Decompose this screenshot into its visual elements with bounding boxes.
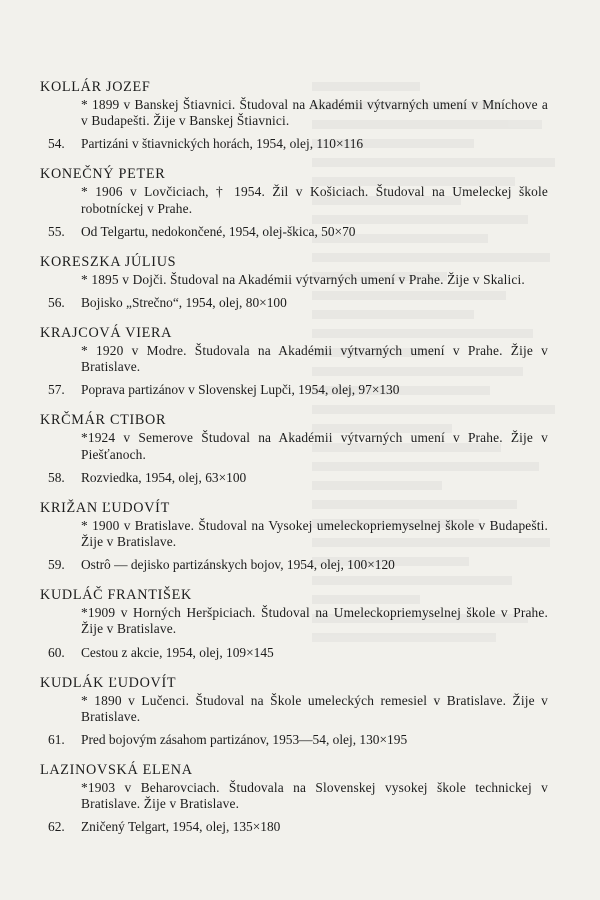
artist-entry [40,324,548,398]
artist-bio: * 1895 v Dojči. Študoval na Akadémii výtvarných umení v Prahe. Žije v Skalici. [81,271,525,287]
artist-entry [40,411,548,485]
artwork-number: 57. [48,382,65,398]
artwork-line [40,295,548,311]
artwork-title: Od Telgartu, nedokončené, 1954, olej-škica, 50×70 [81,223,356,239]
artwork-number: 56. [48,295,65,311]
artwork-number: 55. [48,223,65,239]
artist-bio: * 1890 v Lučenci. Študoval na Škole umeleckých remesiel v Bratislave. Žije v Bratislave. [81,692,548,724]
artist-bio: * 1899 v Banskej Štiavnici. Študoval na Akadémii výtvarných umení v Mníchove a v Budapešti. Žije v Banskej Štiavnici. [81,97,548,129]
artwork-line [40,732,548,748]
artist-name: KORESZKA JÚLIUS [40,253,177,270]
artwork-title: Zničený Telgart, 1954, olej, 135×180 [81,819,281,835]
artist-name: KRČMÁR CTIBOR [40,412,167,429]
artist-entry [40,761,548,835]
artwork-title: Cestou z akcie, 1954, olej, 109×145 [81,644,274,660]
artwork-number: 62. [48,819,65,835]
artwork-title: Pred bojovým zásahom partizánov, 1953—54, olej, 130×195 [81,732,408,748]
artwork-title: Ostrô — dejisko partizánskych bojov, 1954, olej, 100×120 [81,557,395,573]
artwork-title: Bojisko „Strečno“, 1954, olej, 80×100 [81,295,287,311]
artist-list [40,78,548,848]
artwork-line [40,136,548,152]
artwork-line [40,470,548,486]
artist-bio: *1903 v Beharovciach. Študovala na Slovenskej vysokej škole technickej v Bratislave. Žije v Bratislave. [81,780,548,812]
artwork-title: Partizáni v štiavnických horách, 1954, olej, 110×116 [81,136,364,152]
artwork-line [40,645,548,661]
artist-name: KUDLÁK ĽUDOVÍT [40,674,177,691]
artist-entry [40,78,548,152]
artist-name: KRIŽAN ĽUDOVÍT [40,499,170,516]
artist-bio: *1924 v Semerove Študoval na Akadémii výtvarných umení v Prahe. Žije v Piešťanoch. [81,430,548,462]
artwork-number: 61. [48,732,65,748]
artwork-title: Rozviedka, 1954, olej, 63×100 [81,469,247,485]
artist-name: KRAJCOVÁ VIERA [40,325,173,342]
artist-name: KONEČNÝ PETER [40,166,166,183]
artist-bio: * 1920 v Modre. Študovala na Akadémii výtvarných umení v Prahe. Žije v Bratislave. [81,343,548,375]
artwork-line [40,224,548,240]
artist-entry [40,165,548,239]
artwork-line [40,557,548,573]
artist-bio: *1909 v Horných Heršpiciach. Študoval na Umeleckopriemyselnej škole v Prahe. Žije v Bratislave. [81,605,548,637]
artist-name: KUDLÁČ FRANTIŠEK [40,587,192,604]
artist-bio: * 1900 v Bratislave. Študoval na Vysokej umeleckopriemyselnej škole v Budapešti. Žije v Bratislave. [81,517,548,550]
artwork-number: 54. [48,136,65,152]
artwork-number: 58. [48,469,65,485]
artwork-number: 59. [48,557,65,573]
artist-entry [40,674,548,748]
artist-bio: * 1906 v Lovčiciach, † 1954. Žil v Košiciach. Študoval na Umeleckej škole robotníckej v Prahe. [81,184,548,216]
artwork-number: 60. [48,644,65,660]
artwork-line [40,819,548,835]
artist-entry [40,253,548,311]
artwork-line [40,382,548,398]
artist-entry [40,586,548,660]
artist-name: LAZINOVSKÁ ELENA [40,762,193,779]
artist-entry [40,499,548,573]
artwork-title: Poprava partizánov v Slovenskej Lupči, 1954, olej, 97×130 [81,382,400,398]
artist-name: KOLLÁR JOZEF [40,79,151,95]
